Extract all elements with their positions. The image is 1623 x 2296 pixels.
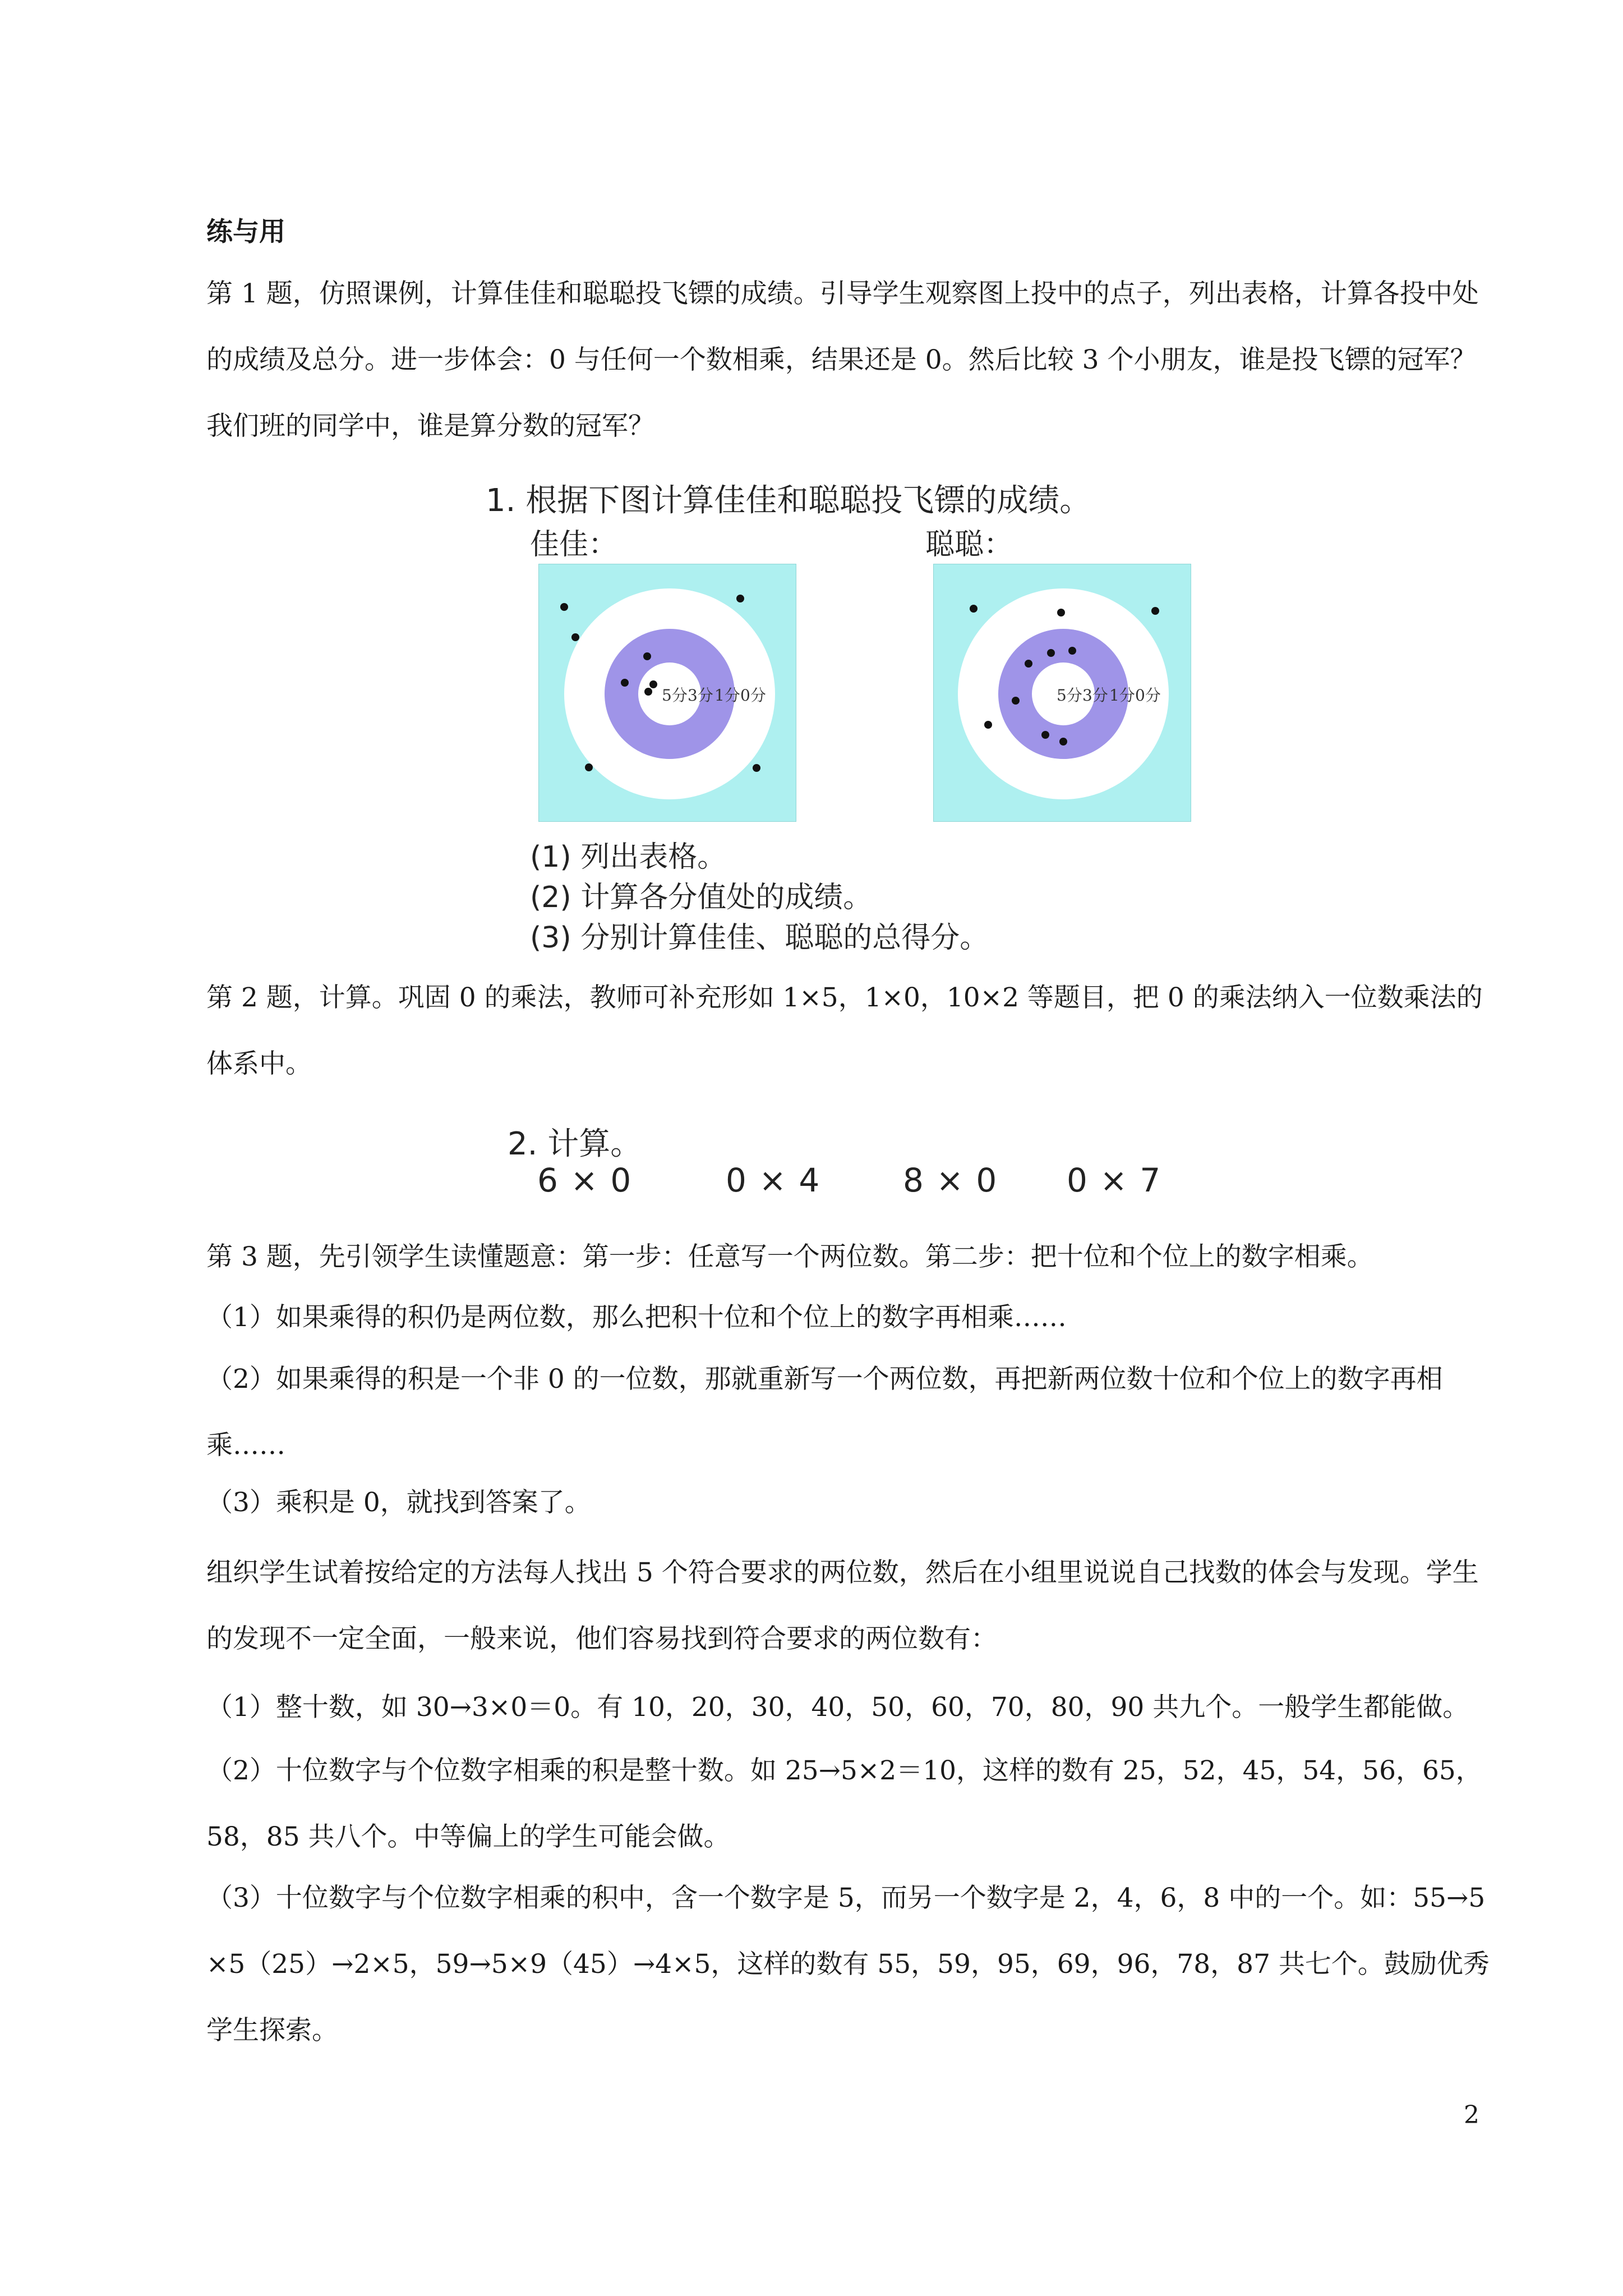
dart-dot xyxy=(649,680,657,688)
ring-label-0: 0分 xyxy=(740,686,766,705)
paragraph-8: （1）整十数，如 30→3×0＝0。有 10，20，30，40，50，60，70，80，90 共九个。一般学生都能做。 xyxy=(206,1692,1469,1723)
paragraph-1: 第 1 题，仿照课例，计算佳佳和聪聪投飞镖的成绩。引导学生观察图上投中的点子，列出表格，计算各投中处的成绩及总分。进一步体会：0 与任何一个数相乘，结果还是 0。然后比较 3 个小朋友，谁是投飞镖的冠军？我们班的同学中，谁是算分数的冠军？ xyxy=(206,278,1479,441)
figure-1-sub-2: (2) 计算各分值处的成绩。 xyxy=(530,881,873,914)
dart-dot xyxy=(571,633,579,641)
dart-dot xyxy=(560,603,568,611)
dart-dot xyxy=(1025,660,1032,668)
dart-dot xyxy=(1041,731,1049,739)
dartboard-jiajia xyxy=(538,564,796,822)
ring-label-5: 5分 xyxy=(1057,686,1082,705)
figure-1-title: 1. 根据下图计算佳佳和聪聪投飞镖的成绩。 xyxy=(486,482,1091,519)
paragraph-3: 第 3 题，先引领学生读懂题意：第一步：任意写一个两位数。第二步：把十位和个位上的数字相乘。 xyxy=(206,1241,1373,1272)
dart-dot xyxy=(1057,609,1065,616)
ring-label-1: 1分 xyxy=(1109,686,1135,705)
paragraph-7: 组织学生试着按给定的方法每人找出 5 个符合要求的两位数，然后在小组里说说自己找数的体会与发现。学生的发现不一定全面，一般来说，他们容易找到符合要求的两位数有： xyxy=(206,1557,1479,1654)
dart-dot xyxy=(970,605,978,613)
figure-1-sub-1: (1) 列出表格。 xyxy=(530,840,727,874)
dart-dot xyxy=(1068,647,1076,655)
paragraph-2: 第 2 题，计算。巩固 0 的乘法，教师可补充形如 1×5，1×0，10×2 等题目，把 0 的乘法纳入一位数乘法的体系中。 xyxy=(206,982,1483,1079)
ring-label-3: 3分 xyxy=(1082,686,1108,705)
paragraph-5: （2）如果乘得的积是一个非 0 的一位数，那就重新写一个两位数，再把新两位数十位和个位上的数字再相乘…… xyxy=(206,1364,1443,1461)
paragraph-6: （3）乘积是 0，就找到答案了。 xyxy=(206,1487,591,1518)
calc-item-4: 0 × 7 xyxy=(1067,1161,1162,1199)
dart-dot xyxy=(1012,697,1020,705)
figure-1-sub-3: (3) 分别计算佳佳、聪聪的总得分。 xyxy=(530,921,989,955)
paragraph-4: （1）如果乘得的积仍是两位数，那么把积十位和个位上的数字再相乘…… xyxy=(206,1302,1067,1333)
figure-2-title: 2. 计算。 xyxy=(508,1126,642,1162)
dart-dot xyxy=(984,721,992,729)
dart-dot xyxy=(621,679,629,687)
calc-item-3: 8 × 0 xyxy=(903,1161,998,1199)
dart-dot xyxy=(1151,607,1159,615)
dart-dot xyxy=(643,652,651,660)
dart-dot xyxy=(585,763,593,771)
figure-1-label-jiajia: 佳佳： xyxy=(530,528,618,562)
dart-dot xyxy=(1059,738,1067,746)
dart-dot xyxy=(736,595,744,602)
dart-dot xyxy=(644,688,652,696)
dartboard-congcong xyxy=(933,564,1191,822)
page-number: 2 xyxy=(1464,2101,1479,2129)
dart-dot xyxy=(1047,649,1055,657)
dart-dot xyxy=(753,764,760,772)
paragraph-10: （3）十位数字与个位数字相乘的积中，含一个数字是 5，而另一个数字是 2，4，6，8 中的一个。如：55→5×5（25）→2×5，59→5×9（45）→4×5，这样的数有 55，59，95，69，96，78，87 共七个。鼓励优秀学生探索。 xyxy=(206,1883,1490,2046)
paragraph-9: （2）十位数字与个位数字相乘的积是整十数。如 25→5×2＝10，这样的数有 25，52，45，54，56，65，58，85 共八个。中等偏上的学生可能会做。 xyxy=(206,1755,1482,1852)
ring-label-5: 5分 xyxy=(662,686,688,705)
calc-item-1: 6 × 0 xyxy=(537,1161,633,1199)
ring-label-0: 0分 xyxy=(1135,686,1161,705)
ring-label-3: 3分 xyxy=(688,686,713,705)
calc-item-2: 0 × 4 xyxy=(726,1161,821,1199)
section-heading: 练与用 xyxy=(206,217,285,247)
ring-label-1: 1分 xyxy=(714,686,740,705)
figure-1-label-congcong: 聪聪： xyxy=(925,528,1013,562)
